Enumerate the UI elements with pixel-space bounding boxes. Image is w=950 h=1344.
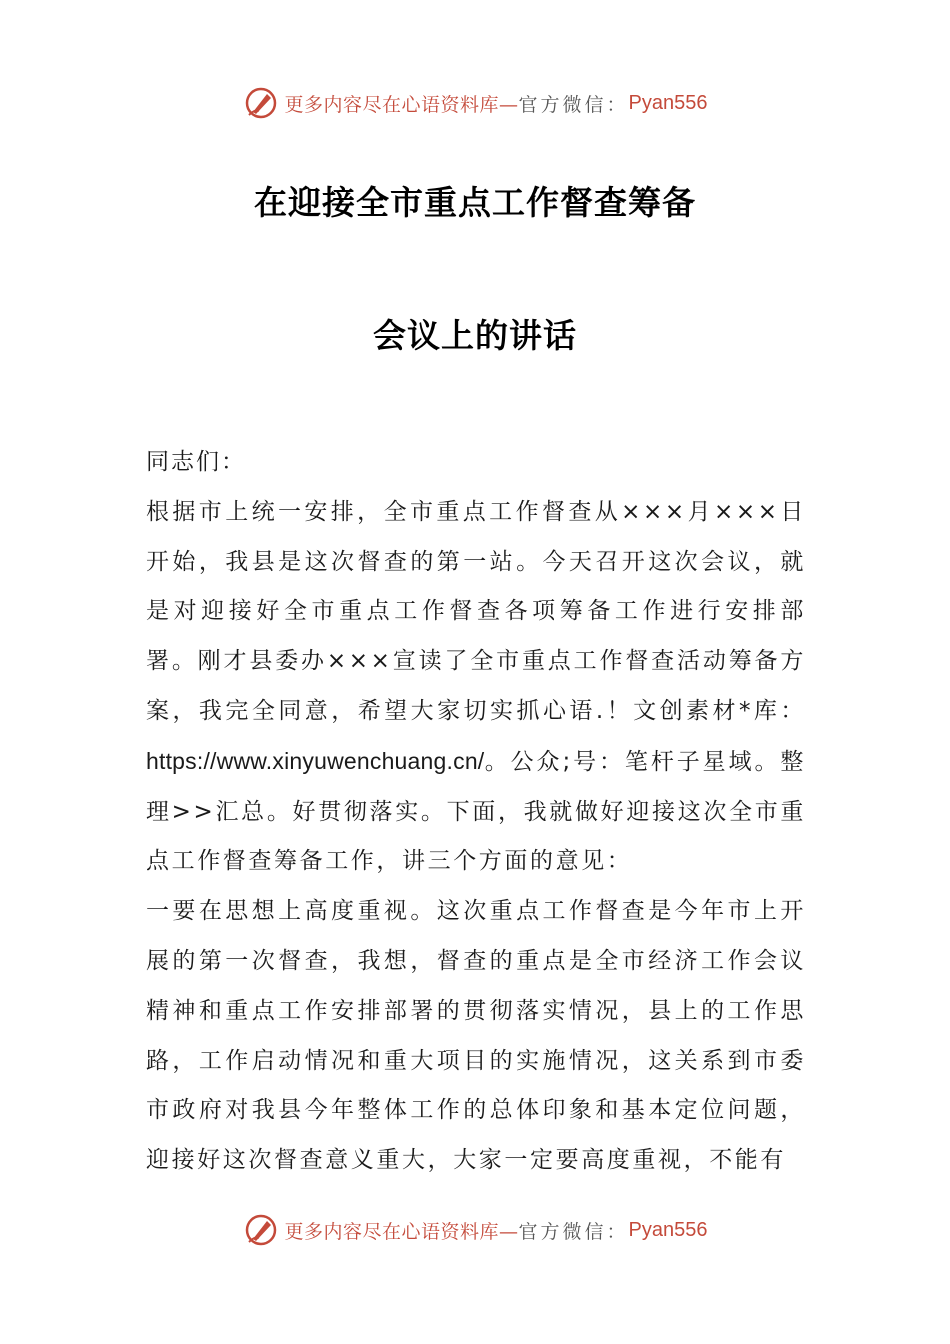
- footer-banner-wechat-label: 官方微信：: [518, 1220, 629, 1243]
- footer-banner-text: 更多内容尽在心语资料库—: [284, 1220, 519, 1243]
- document-body: [146, 438, 806, 1186]
- greeting: 同志们：: [146, 449, 246, 475]
- paragraph-1: [146, 488, 806, 887]
- banner-text: 更多内容尽在心语资料库—: [284, 93, 519, 116]
- banner-wechat-id: Pyan556: [628, 91, 708, 114]
- footer-banner: [0, 1210, 950, 1250]
- document-title-line-1: 在迎接全市重点工作督查筹备: [254, 183, 696, 222]
- paragraph-2: 一要在思想上高度重视。这次重点工作督查是今年市上开展的第一次督查，我想，督查的重点是全市经济工作会议精神和重点工作安排部署的贯彻落实情况，县上的工作思路，工作启动情况和重大项目的实施情况，这关系到市委市政府对我县今年整体工作的总体印象和基本定位问题，迎接好这次督查意义重大，大家一定要高度重视，不能有: [146, 898, 806, 1174]
- pen-nib-logo-icon: [243, 1212, 279, 1248]
- paragraph-1-text-a: 根据市上统一安排，全市重点工作督查从×××月×××日开始，我县是这次督查的第一站。今天召开这次会议，就是对迎接好全市重点工作督查各项筹备工作进行安排部署。刚才县委办×××宣读了全市重点工作督查活动筹备方案，我完全同意，希望大家切实抓心语.！文创素材*库：: [146, 498, 806, 724]
- footer-banner-wechat-id: Pyan556: [628, 1218, 708, 1241]
- source-url-link[interactable]: https://www.xinyuwenchuang.cn/: [146, 747, 485, 774]
- pen-nib-logo-icon: [243, 85, 279, 121]
- document-title-line-2: 会议上的讲话: [373, 316, 577, 355]
- paragraph-1-text-b: 。公众;号：笔杆子星域。整理>>汇总。好贯彻落实。下面，我就做好迎接这次全市重点工作督查筹备工作，讲三个方面的意见：: [146, 748, 806, 875]
- header-banner: [0, 83, 950, 123]
- banner-wechat-label: 官方微信：: [518, 93, 629, 116]
